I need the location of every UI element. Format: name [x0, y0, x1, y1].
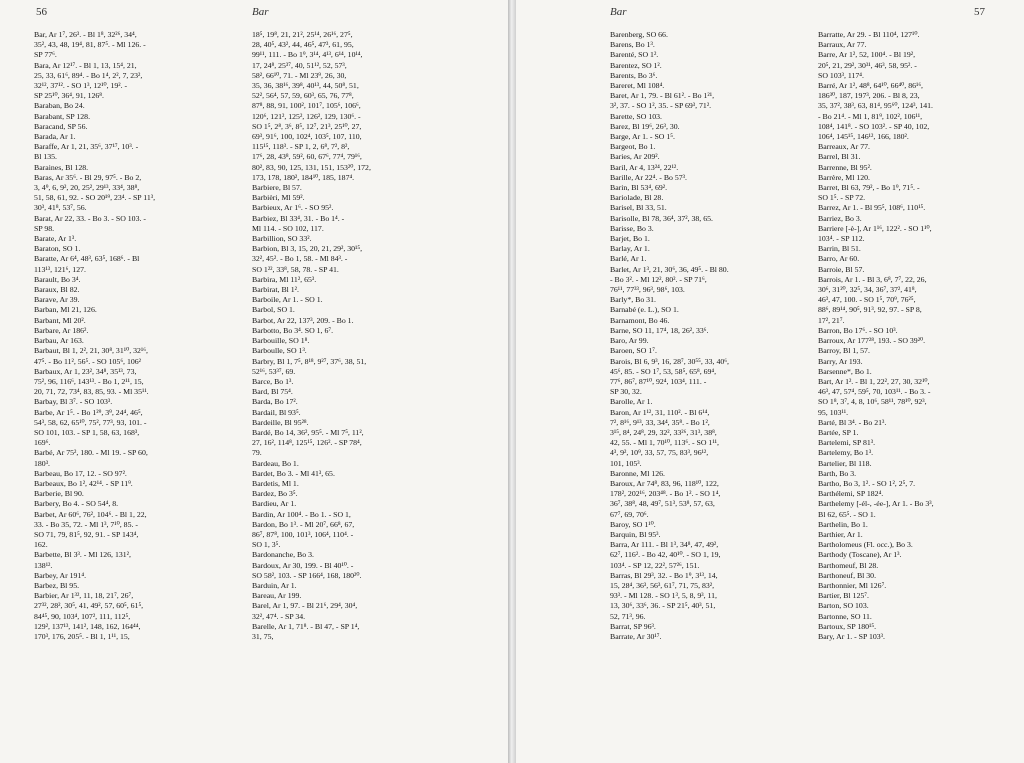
index-line: Barbant, Ml 20².	[34, 315, 86, 325]
index-line: Baret, Ar 1, 79. - Bl 61². - Bo 1²¹,	[610, 91, 715, 101]
index-line: SO 101, 103. - SP 1, 58, 63, 168³,	[34, 427, 140, 437]
index-line: SO 58², 103. - SP 166⁴, 168, 180²⁰.	[252, 570, 362, 580]
index-line: Barlay, Ar 1.	[610, 244, 650, 254]
index-line: Bartonne, SO 11.	[818, 611, 872, 621]
index-line: 88⁶, 89¹⁴, 90⁵, 91³, 92, 97. - SP 8,	[818, 305, 922, 315]
index-line: Barlé, Ar 1.	[610, 254, 647, 264]
index-line: Bar, Ar 1⁷, 26³. - Bl 1⁸, 32²⁶, 34⁴,	[34, 30, 137, 39]
index-line: 30⁶, 31²⁰, 32⁵, 34, 36⁷, 37², 41⁸,	[818, 285, 917, 295]
index-line: Barriere [-è-], Ar 1¹⁶, 122². - SO 1¹⁰,	[818, 223, 932, 233]
index-line: Barriez, Bo 3.	[818, 213, 862, 223]
index-line: 36⁷, 38⁸, 48, 49⁷, 51³, 53⁸, 57, 63,	[610, 499, 715, 509]
index-line: Barratte, Ar 29. - Bl 110⁴, 127¹⁰.	[818, 30, 920, 39]
index-line: 76¹¹, 77³³, 96³, 98⁶, 103.	[610, 285, 685, 295]
index-line: 138¹².	[34, 560, 53, 570]
index-line: Bareret, Ml 108⁴.	[610, 81, 665, 91]
index-line: 69³, 91⁶, 100, 102⁴, 103⁵, 107, 110,	[252, 132, 362, 142]
index-column	[610, 30, 822, 642]
index-line: Baro, Ar 99.	[610, 336, 649, 346]
index-line: 95, 103¹¹.	[818, 407, 849, 417]
index-line: 17⁶, 28, 43⁸, 59², 60, 67⁶, 77⁴, 79¹⁶,	[252, 152, 362, 162]
index-line: 106⁴, 145¹⁵, 146¹², 166, 180².	[818, 132, 909, 142]
index-line: Bardieu, Ar 1.	[252, 499, 297, 509]
index-line: 31, 75,	[252, 631, 274, 641]
index-line: Barille, Ar 22⁴. - Bo 57³.	[610, 172, 687, 182]
index-line: Barrate, Ar 30¹⁷.	[610, 631, 662, 641]
index-line: Barbery, Bo 4. - SO 54⁴, 8.	[34, 499, 119, 509]
index-line: Baroen, SO 1⁷.	[610, 346, 657, 356]
page-number: 56	[36, 6, 47, 18]
index-line: Bardeau, Bo 1.	[252, 458, 299, 468]
index-line: Barin, Bl 53⁴, 69².	[610, 183, 668, 193]
index-line: Bartholomeus (Fl. occ.), Bo 3.	[818, 540, 913, 550]
index-line: Barbillion, SO 33².	[252, 234, 312, 244]
index-line: 103⁴. - SP 112.	[818, 234, 865, 244]
index-line: 27, 16², 114⁸, 125¹⁵, 126². - SP 78⁴,	[252, 438, 362, 448]
index-line: Bardeille, Bl 95²⁸.	[252, 417, 309, 427]
index-line: 62⁷, 116². - Bo 42, 40¹⁰. - SO 1, 19,	[610, 550, 721, 560]
index-line: Bardail, Bl 93⁵.	[252, 407, 301, 417]
index-line: Bl 135.	[34, 152, 57, 162]
index-line: Barre, Ar 1², 52, 100⁴. - Bl 19²,	[818, 50, 916, 60]
index-line: Baraux, Bl 82.	[34, 285, 80, 295]
index-line: Barro, Ar 60.	[818, 254, 860, 264]
index-line: 99¹¹, 111. - Bo 1⁹, 3¹⁴, 4¹³, 6¹⁴, 10¹⁴,	[252, 50, 363, 60]
index-line: 18⁵, 19⁸, 21, 21², 25¹⁴, 26¹⁶, 27⁵,	[252, 30, 353, 39]
index-line: Baril, Ar 4, 13²⁴, 22¹².	[610, 162, 679, 172]
index-line: Barthelemy [-él-, -ée-], Ar 1. - Bo 3³,	[818, 499, 934, 509]
index-line: Barbeau, Bo 17, 12. - SO 97².	[34, 468, 127, 478]
index-line: Barault, Bo 3⁴.	[34, 274, 81, 284]
index-line: Barbeaux, Bo 1², 42¹⁴. - SP 11⁹.	[34, 478, 133, 488]
index-line: 80², 83, 90, 125, 131, 151, 153²⁰, 172,	[252, 162, 371, 172]
index-line: Barave, Ar 39.	[34, 295, 80, 305]
index-line: Barté, Bl 3⁴. - Bo 21³.	[818, 417, 887, 427]
running-head: Bar	[610, 6, 627, 18]
index-line: Barette, SO 103.	[610, 111, 662, 121]
index-line: Barrat, SP 96³.	[610, 621, 656, 631]
index-line: 30³, 41⁸, 53⁷, 56.	[34, 203, 87, 213]
index-line: Bartho, Bo 3, 1². - SO 1², 2⁵, 7.	[818, 478, 916, 488]
index-line: Barbare, Ar 186².	[34, 325, 89, 335]
index-line: Barbry, Bl 1, 7⁵, 8¹⁸, 9²⁷, 37⁶, 38, 51,	[252, 356, 367, 366]
index-line: Barbieux, Ar 1⁶. - SO 95².	[252, 203, 334, 213]
index-line: 15, 28⁴, 36³, 56³, 61⁷, 71, 75, 83²,	[610, 580, 715, 590]
index-line: Bartée, SP 1.	[818, 427, 859, 437]
index-line: Barbaut, Bl 1, 2², 21, 30⁸, 31¹⁰, 32¹⁶,	[34, 346, 148, 356]
index-line: Barbez, Bl 95.	[34, 580, 80, 590]
index-line: Barrez, Ar 1. - Bl 95⁵, 108⁶, 110¹⁵.	[818, 203, 926, 213]
index-line: Barez, Bl 19⁶, 26³, 30.	[610, 121, 680, 131]
index-line: 45⁶, 85. - SO 1⁷, 53, 58⁵, 65⁸, 69⁴,	[610, 366, 717, 376]
index-line: Bargeot, Bo 1.	[610, 142, 656, 152]
index-line: Barrel, Bl 31.	[818, 152, 861, 162]
index-line: Barbey, Ar 191⁴.	[34, 570, 87, 580]
index-line: Barbier, Ar 1³², 11, 18, 21⁷, 26⁷,	[34, 591, 134, 601]
index-line: 3, 4⁹, 6, 9², 20, 25², 29¹³, 33⁴, 38⁸,	[34, 183, 140, 193]
index-line: Barry, Ar 193.	[818, 356, 863, 366]
index-line: 129², 137¹³, 141², 148, 162, 164⁴⁴,	[34, 621, 141, 631]
index-line: Barbouille, SO 1⁸.	[252, 336, 310, 346]
index-line: Bara, Ar 12¹⁷. - Bl 1, 13, 15⁴, 21,	[34, 60, 137, 70]
index-line: Bartoux, SP 180¹⁵.	[818, 621, 877, 631]
index-line: 77⁶, 86⁷, 87¹⁰, 92⁴, 103⁴, 111. -	[610, 376, 707, 386]
index-line: 28, 40⁵, 43², 44, 46⁵, 47³, 61, 95,	[252, 40, 354, 50]
index-line: 52¹⁶, 53³⁷, 69.	[252, 366, 296, 376]
index-line: Baratte, Ar 6⁴, 48³, 63⁵, 168⁶. - Bl	[34, 254, 140, 264]
index-line: Barthier, Ar 1.	[818, 529, 863, 539]
index-line: Baries, Ar 209².	[610, 152, 660, 162]
index-line: Baracand, SP 56.	[34, 121, 88, 131]
index-line: Barbira, Ml 11², 65³.	[252, 274, 317, 284]
index-line: 115¹⁵, 118³. - SP 1, 2, 6⁸, 7², 8²,	[252, 142, 350, 152]
index-line: Barly*, Bo 31.	[610, 295, 656, 305]
index-line: Barras, Bl 29³, 32. - Bo 1⁹, 3¹³, 14,	[610, 570, 718, 580]
index-line: 46³, 47, 100. - SO 1⁵, 70⁹, 76²⁵,	[818, 295, 916, 305]
index-line: 54³, 58, 62, 65¹⁰, 75², 77³, 93, 101. -	[34, 417, 147, 427]
index-line: 46³, 47, 57⁴, 59⁵, 70, 103¹¹. - Bo 3. -	[818, 387, 931, 397]
index-line: SP 30, 32.	[610, 387, 642, 397]
index-line: SO 1²², 33⁸, 58, 78. - SP 41.	[252, 264, 339, 274]
index-line: Barbe, Ar 1⁵. - Bo 1²⁹, 3⁹, 24⁴, 46⁵,	[34, 407, 143, 417]
index-line: Baras, Ar 35⁶. - Bl 29, 97⁵. - Bo 2,	[34, 172, 142, 182]
index-line: Barthélemi, SP 182⁴.	[818, 489, 884, 499]
index-line: Bardon, Bo 1³. - Ml 20⁷, 66⁸, 67,	[252, 519, 355, 529]
index-line: 67⁷, 69, 70⁶.	[610, 509, 649, 519]
index-line: Bardet, Bo 3. - Ml 41³, 65.	[252, 468, 335, 478]
index-line: Barsenne*, Bo 1.	[818, 366, 872, 376]
index-line: SP 25¹⁰, 36⁴, 91, 126⁸.	[34, 91, 104, 101]
index-line: Barrenne, Bl 95².	[818, 162, 872, 172]
index-line: SO 1⁸, 3⁷, 4, 8, 10⁶, 58¹¹, 78¹⁰, 92³,	[818, 397, 927, 407]
index-line: 84⁴⁵, 90, 103⁴, 107², 111, 112⁵,	[34, 611, 131, 621]
index-line: 33. - Bo 35, 72. - Ml 1³, 7¹⁰, 85. -	[34, 519, 138, 529]
index-line: SO 1⁵. - SP 72.	[818, 193, 866, 203]
index-line: Barbol, SO 1.	[252, 305, 295, 315]
index-line: Barada, Ar 1.	[34, 132, 76, 142]
index-line: SO 71, 79, 81⁵, 92, 91. - SP 143⁴,	[34, 529, 139, 539]
index-line: Barthonnier, Ml 126⁷.	[818, 580, 887, 590]
index-line: Barbaux, Ar 1, 23², 34⁸, 35¹³, 73,	[34, 366, 137, 376]
index-line: Barge, Ar 1. - SO 1⁵.	[610, 132, 675, 142]
index-line: Barelle, Ar 1, 71⁸. - Bl 47, - SP 1⁴,	[252, 621, 360, 631]
index-line: 35, 36, 38¹⁶, 39⁸, 40¹³, 44, 50⁸, 51,	[252, 81, 359, 91]
index-line: Barce, Bo 1³.	[252, 376, 294, 386]
index-line: SO 1, 3⁵.	[252, 540, 281, 550]
right-page	[516, 0, 1024, 763]
index-line: Barabant, SP 128.	[34, 111, 91, 121]
index-line: Barré, Ar 1², 48⁸, 64¹⁰, 66⁴⁰, 86¹⁶,	[818, 81, 924, 91]
index-line: Barquin, Bl 95³.	[610, 529, 661, 539]
index-line: Barbette, Bl 3³. - Ml 126, 131²,	[34, 550, 131, 560]
index-line: Baronne, Ml 126.	[610, 468, 666, 478]
index-line: Barbiere, Bl 57.	[252, 183, 302, 193]
index-line: Bartelemy, Bo 1³.	[818, 448, 874, 458]
index-line: 103⁴. - SP 12, 22², 57²⁶, 151.	[610, 560, 700, 570]
index-line: Bardé, Bo 14, 36², 95⁵. - Ml 7⁵, 11²,	[252, 427, 364, 437]
index-line: Barton, SO 103.	[818, 601, 869, 611]
index-line: - Bo 3². - Ml 12², 80². - SP 71⁶,	[610, 274, 707, 284]
index-line: 101, 105³.	[610, 458, 642, 468]
index-line: 75², 96, 116⁶, 143¹³. - Bo 1, 2¹¹, 15,	[34, 376, 144, 386]
index-line: Barbirat, Bl 1².	[252, 285, 299, 295]
left-page	[0, 0, 508, 763]
index-line: 3¹⁵, 8⁴, 24⁸, 29, 32², 33²⁶, 31³, 38⁸,	[610, 427, 717, 437]
index-line: Barduin, Ar 1.	[252, 580, 297, 590]
index-line: 58², 66¹⁰, 71. - Ml 23⁹, 26, 30,	[252, 70, 347, 80]
gutter	[508, 0, 516, 763]
index-line: Barthomeuf, Bl 28.	[818, 560, 879, 570]
index-line: 173, 178, 180², 184¹⁰, 185, 187⁴.	[252, 172, 355, 182]
index-line: Barrin, Bl 51.	[818, 244, 861, 254]
index-line: Barberie, Bl 90.	[34, 489, 84, 499]
index-line: Bard, Bl 75⁴.	[252, 387, 293, 397]
index-line: Bardonanche, Bo 3.	[252, 550, 314, 560]
index-line: 7², 8¹⁶, 9¹³, 33, 34⁴, 35⁸. - Bo 1²,	[610, 417, 710, 427]
index-line: Barbion, Bl 3, 15, 20, 21, 29², 30¹⁵,	[252, 244, 363, 254]
index-line: 27³², 28², 30⁵, 41, 49², 57, 60⁵, 61⁵,	[34, 601, 144, 611]
index-line: 180³.	[34, 458, 50, 468]
index-line: Barat, Ar 22, 33. - Bo 3. - SO 103. -	[34, 213, 146, 223]
index-line: Bart, Ar 1². - Bl 1, 22², 27, 30, 32¹⁰,	[818, 376, 930, 386]
index-line: Barois, Bl 6, 9³, 16, 28⁷, 30⁵⁵, 33, 40⁶,	[610, 356, 729, 366]
index-line: Ml 114. - SO 102, 117.	[252, 223, 324, 233]
index-line: Baron, Ar 1¹², 31, 110². - Bl 6¹⁴,	[610, 407, 710, 417]
index-line: 3², 37. - SO 1², 35. - SP 69³, 71².	[610, 101, 712, 111]
index-line: 32², 47⁴. - SP 34.	[252, 611, 306, 621]
index-line: Barraux, Ar 77.	[818, 40, 867, 50]
index-line: Barron, Bo 17⁶. - SO 10³.	[818, 325, 898, 335]
index-line: 93³. - Ml 128. - SO 1³, 5, 8, 9³, 11,	[610, 591, 718, 601]
index-line: Barolle, Ar 1.	[610, 397, 653, 407]
index-line: SP 77⁶.	[34, 50, 57, 60]
index-line: Barne, SO 11, 17⁴, 18, 26², 33⁶.	[610, 325, 709, 335]
index-line: 162.	[34, 540, 48, 550]
index-line: Barisolle, Bl 78, 36⁴, 37², 38, 65.	[610, 213, 713, 223]
index-line: Barthoneuf, Bl 30.	[818, 570, 877, 580]
index-line: Barnabé (e. L.), SO 1.	[610, 305, 679, 315]
index-line: 4³, 9², 10⁹, 33, 57, 75, 83³, 96¹²,	[610, 448, 709, 458]
index-line: Baroux, Ar 74⁸, 83, 96, 118¹⁰, 122,	[610, 478, 719, 488]
index-line: Barreaux, Ar 77.	[818, 142, 870, 152]
index-line: Barisel, Bl 33, 51.	[610, 203, 667, 213]
index-line: Baroy, SO 1¹⁰.	[610, 519, 656, 529]
index-line: Barboile, Ar 1. - SO 1.	[252, 295, 323, 305]
index-line: 52², 56⁴, 57, 59, 60³, 65, 76, 77⁸,	[252, 91, 354, 101]
index-line: Bardez, Bo 3⁵.	[252, 489, 298, 499]
index-line: 17, 24⁸, 25³⁷, 40, 51¹², 52, 57³,	[252, 60, 347, 70]
index-line: Barjet, Bo 1.	[610, 234, 650, 244]
index-line: Barroie, Bl 57.	[818, 264, 865, 274]
index-line: SO 1⁵, 2⁸, 3⁶, 8⁵, 12⁷, 21³, 25¹⁰, 27,	[252, 121, 362, 131]
index-line: Barret, Bl 63, 79², - Bo 1⁹, 71⁵. -	[818, 183, 920, 193]
index-line: Barbay, Bl 3⁷. - SO 103³.	[34, 397, 113, 407]
page-number: 57	[974, 6, 985, 18]
index-line: Baraffe, Ar 1, 21, 35⁶, 37¹⁷, 10³. -	[34, 142, 139, 152]
index-line: Barbot, Ar 22, 137³, 209. - Bo 1.	[252, 315, 354, 325]
index-line: Bartier, Bl 125⁷.	[818, 591, 869, 601]
index-line: Barbé, Ar 75², 180. - Ml 19. - SP 60,	[34, 448, 148, 458]
index-line: 186³⁰, 187, 197³, 206. - Bl 8, 23,	[818, 91, 920, 101]
index-line: Barenté, SO 1².	[610, 50, 659, 60]
index-line: Baraton, SO 1.	[34, 244, 81, 254]
index-line: Barents, Bo 3⁶.	[610, 70, 658, 80]
index-line: Barlet, Ar 1³, 21, 30⁶, 36, 49⁵. - Bl 80.	[610, 264, 729, 274]
index-line: Barban, Ml 21, 126.	[34, 305, 97, 315]
index-line: Barnamont, Bo 46.	[610, 315, 670, 325]
index-line: Bardetis, Ml 1.	[252, 478, 299, 488]
index-line: SO 103³, 117⁴.	[818, 70, 864, 80]
index-line: Barbièri, Ml 59².	[252, 193, 305, 203]
index-line: Barthody (Toscane), Ar 1³.	[818, 550, 902, 560]
index-line: Bardoux, Ar 30, 199. - Bl 40¹⁰. -	[252, 560, 354, 570]
index-line: 35, 37², 38³, 63, 81⁴, 95⁶⁰, 124³, 141.	[818, 101, 933, 111]
index-line: 120⁶, 121², 125², 126², 129, 130⁶. -	[252, 111, 361, 121]
index-line: Barth, Bo 3.	[818, 468, 857, 478]
index-line: 17², 21⁷.	[818, 315, 845, 325]
index-line: 113¹³, 121⁶, 127.	[34, 264, 86, 274]
index-line: 169⁶.	[34, 438, 51, 448]
index-line: Barthelin, Bo 1.	[818, 519, 868, 529]
index-line: 87⁸, 88, 91, 100², 101⁷, 105⁶, 106⁶,	[252, 101, 361, 111]
index-line: Barrère, Ml 120.	[818, 172, 870, 182]
index-line: 108⁴, 141⁸. - SO 103². - SP 40, 102,	[818, 121, 930, 131]
index-line: Barate, Ar 1³.	[34, 234, 77, 244]
index-line: Baraban, Bo 24.	[34, 101, 85, 111]
index-line: 32², 45². - Bo 1, 58. - Ml 84³. -	[252, 254, 348, 264]
index-line: 25, 33, 61⁶, 89⁴. - Bo 1⁴, 2², 7, 23²,	[34, 70, 143, 80]
index-line: Barroy, Bl 1, 57.	[818, 346, 870, 356]
index-line: 86⁷, 87⁸, 100, 101³, 106⁴, 110⁴. -	[252, 529, 354, 539]
index-line: Barentez, SO 1².	[610, 60, 662, 70]
index-line: Barbau, Ar 163.	[34, 336, 84, 346]
index-line: Barda, Bo 17².	[252, 397, 298, 407]
index-line: Barboulle, SO 1³.	[252, 346, 307, 356]
index-line: Bartelemi, SP 81³.	[818, 438, 876, 448]
index-line: Bary, Ar 1. - SP 103³.	[818, 631, 885, 641]
index-line: 170³, 176, 205⁵. - Bl 1, 1¹¹, 15,	[34, 631, 130, 641]
index-line: 32¹², 37¹². - SO 1³, 12¹⁰, 19². -	[34, 81, 128, 91]
index-line: 42, 55. - Ml 1, 70¹⁰, 113⁶. - SO 1¹¹,	[610, 438, 719, 448]
index-line: Bl 62, 65⁵. - SO 1.	[818, 509, 876, 519]
index-line: Barel, Ar 1, 97. - Bl 21⁶, 29⁴, 30⁴,	[252, 601, 358, 611]
index-line: Bartelier, Bl 118.	[818, 458, 872, 468]
index-line: 35², 43, 48, 19⁴, 81, 87⁵. - Ml 126. -	[34, 40, 146, 50]
index-line: Barra, Ar 111. - Bl 1³, 34⁸, 47, 49²,	[610, 540, 719, 550]
index-line: Barbet, Ar 60⁶, 76², 104⁶. - Bl 1, 22,	[34, 509, 147, 519]
index-line: Barrois, Ar 1. - Bl 3, 6⁸, 7⁷, 22, 26,	[818, 274, 927, 284]
index-line: Bariolade, Bl 28.	[610, 193, 664, 203]
index-line: 79.	[252, 448, 262, 458]
index-line: Bareau, Ar 199.	[252, 591, 302, 601]
index-column	[252, 30, 464, 642]
index-line: Barens, Bo 1³.	[610, 40, 655, 50]
index-line: 178², 202¹⁶, 203⁴⁸. - Bo 1². - SO 1⁴,	[610, 489, 721, 499]
index-line: Barbiez, Bl 33⁴, 31. - Bo 1⁴. -	[252, 213, 345, 223]
index-line: 47⁵. - Bo 11², 56⁵. - SO 105⁶, 106²	[34, 356, 141, 366]
index-line: Bardin, Ar 100⁴. - Bo 1. - SO 1,	[252, 509, 351, 519]
index-line: 13, 30⁶, 33⁶, 36. - SP 21⁵, 40³, 51,	[610, 601, 716, 611]
index-line: - Bo 21⁴. - Ml 1, 81⁹, 102², 106¹¹,	[818, 111, 923, 121]
index-line: 52, 71³, 96.	[610, 611, 646, 621]
index-line: 20⁵, 21, 29², 30³¹, 46³, 58, 95². -	[818, 60, 917, 70]
index-column	[818, 30, 1024, 642]
index-line: Barisse, Bo 3.	[610, 223, 654, 233]
index-line: 51, 58, 61, 92. - SO 20¹⁹, 23⁴. - SP 11³,	[34, 193, 156, 203]
running-head: Bar	[252, 6, 269, 18]
index-line: Barenberg, SO 66.	[610, 30, 668, 39]
index-line: SP 98.	[34, 223, 55, 233]
index-column	[34, 30, 246, 642]
index-line: 20, 71, 72, 73⁴, 83, 85, 93. - Ml 35¹¹.	[34, 387, 149, 397]
index-line: Baraines, Bl 128.	[34, 162, 89, 172]
index-line: Barbotto, Bo 3⁴. SO 1, 6⁷.	[252, 325, 334, 335]
index-line: Barroux, Ar 177²⁸, 193. - SO 39²⁰.	[818, 336, 926, 346]
